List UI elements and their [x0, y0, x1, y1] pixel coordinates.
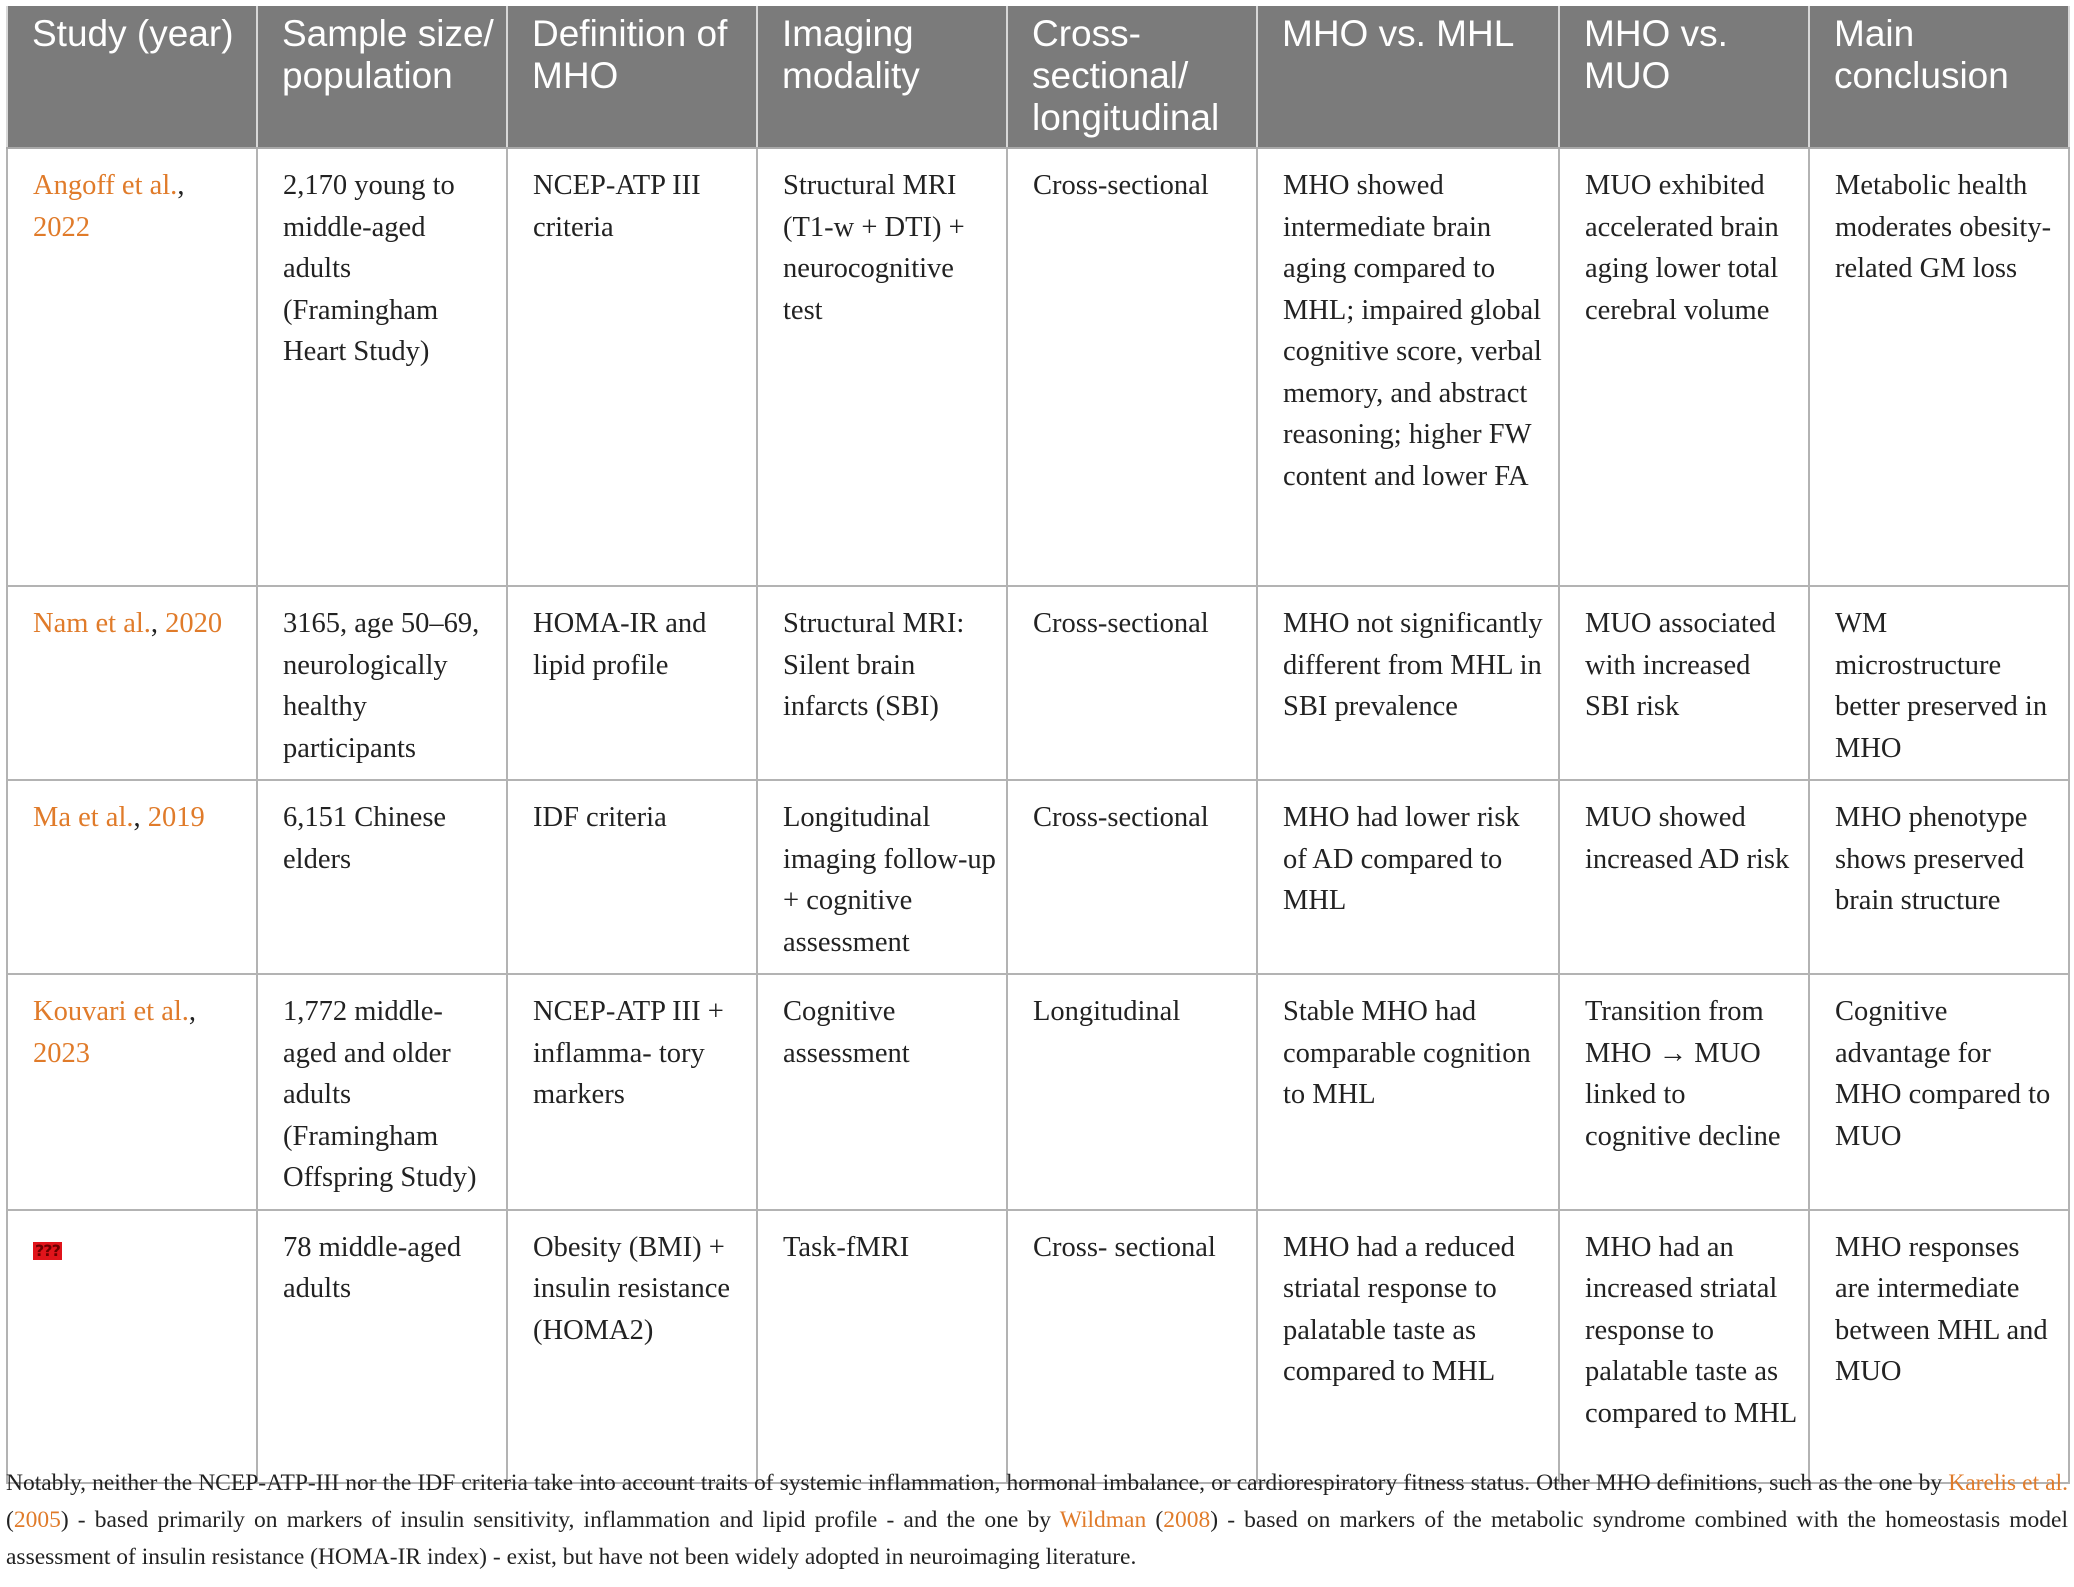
imaging-cell: Structural MRI (T1-w + DTI) + neurocognitive test	[757, 148, 1007, 586]
header-design: Cross-sectional/ longitudinal	[1007, 6, 1257, 148]
conclusion-cell: MHO phenotype shows preserved brain structure	[1809, 780, 2069, 974]
mho-vs-muo-cell: MUO associated with increased SBI risk	[1559, 586, 1809, 780]
study-author-link[interactable]: Ma et al.	[33, 802, 134, 833]
mho-vs-muo-cell: Transition from MHO → MUO linked to cognitive decline	[1559, 974, 1809, 1210]
header-imaging-modality: Imaging modality	[757, 6, 1007, 148]
mho-vs-mhl-cell: MHO not significantly different from MHL in SBI prevalence	[1257, 586, 1559, 780]
footnote-ref-karelis[interactable]: Karelis et al.	[1948, 1470, 2069, 1496]
design-cell: Cross- sectional	[1007, 1210, 1257, 1483]
sample-cell: 78 middle-aged adults	[257, 1210, 507, 1483]
table-row	[7, 1210, 2069, 1483]
conclusion-cell: MHO responses are intermediate between MHL and MUO	[1809, 1210, 2069, 1483]
footnote-paren: (	[6, 1507, 14, 1533]
sample-cell: 2,170 young to middle-aged adults (Framingham Heart Study)	[257, 148, 507, 586]
study-author-link[interactable]: Kouvari et al.	[33, 996, 189, 1027]
footnote-ref-wildman-year[interactable]: 2008	[1163, 1507, 1211, 1533]
conclusion-cell: Cognitive advantage for MHO compared to MUO	[1809, 974, 2069, 1210]
header-study-year: Study (year)	[7, 6, 257, 148]
footnote-ref-karelis-year[interactable]: 2005	[13, 1507, 61, 1533]
sample-cell: 3165, age 50–69, neurologically healthy participants	[257, 586, 507, 780]
mho-vs-muo-cell: MUO showed increased AD risk	[1559, 780, 1809, 974]
footnote-text: ) - based primarily on markers of insulin sensitivity, inflammation and lipid profile - and the one by	[60, 1507, 1060, 1533]
footnote-ref-wildman[interactable]: Wildman	[1059, 1507, 1147, 1533]
studies-table-container	[6, 6, 2068, 1484]
mho-vs-mhl-cell: MHO showed intermediate brain aging compared to MHL; impaired global cognitive score, verbal memory, and abstract reasoning; higher FW content and lower FA	[1257, 148, 1559, 586]
definition-cell: NCEP-ATP III criteria	[507, 148, 757, 586]
study-separator: ,	[177, 170, 185, 201]
definition-cell: NCEP-ATP III + inflamma- tory markers	[507, 974, 757, 1210]
studies-table	[6, 6, 2070, 1484]
study-separator: ,	[188, 996, 197, 1027]
design-cell: Cross-sectional	[1007, 586, 1257, 780]
table-row	[7, 586, 2069, 780]
table-row	[7, 974, 2069, 1210]
study-cell	[7, 1210, 257, 1483]
mho-vs-mhl-cell: MHO had a reduced striatal response to palatable taste as compared to MHL	[1257, 1210, 1559, 1483]
footnote-text: Notably, neither the NCEP-ATP-III nor the IDF criteria take into account traits of systemic inflammation, hormonal imbalance, or cardiorespiratory fitness status. Other MHO definitions, such as the one by	[6, 1470, 1949, 1496]
study-year-link[interactable]: 2023	[33, 1037, 90, 1069]
header-main-conclusion: Main conclusion	[1809, 6, 2069, 148]
footnote-paren: (	[1146, 1507, 1164, 1533]
study-cell	[7, 148, 257, 586]
mho-vs-mhl-cell: Stable MHO had comparable cognition to MHL	[1257, 974, 1559, 1210]
table-row	[7, 780, 2069, 974]
study-year-link[interactable]: 2020	[165, 608, 223, 639]
study-cell	[7, 974, 257, 1210]
header-mho-vs-muo: MHO vs. MUO	[1559, 6, 1809, 148]
mho-vs-muo-cell: MHO had an increased striatal response to palatable taste as compared to MHL	[1559, 1210, 1809, 1483]
imaging-cell: Cognitive assessment	[757, 974, 1007, 1210]
study-separator: ,	[150, 608, 166, 639]
footnote-text: ) - based on markers of the metabolic syndrome combined with the homeostasis model assessment of insulin resistance (HOMA-IR index) - exist, but have not been widely adopted in neuroimaging literature.	[6, 1507, 2069, 1570]
header-mho-vs-mhl: MHO vs. MHL	[1257, 6, 1559, 148]
sample-cell: 6,151 Chinese elders	[257, 780, 507, 974]
design-cell: Cross-sectional	[1007, 780, 1257, 974]
study-cell	[7, 780, 257, 974]
study-cell	[7, 586, 257, 780]
imaging-cell: Structural MRI: Silent brain infarcts (SBI)	[757, 586, 1007, 780]
redacted-citation: ???	[35, 1240, 60, 1260]
mho-vs-muo-cell: MUO exhibited accelerated brain aging lower total cerebral volume	[1559, 148, 1809, 586]
imaging-cell: Longitudinal imaging follow-up + cognitive assessment	[757, 780, 1007, 974]
design-cell: Cross-sectional	[1007, 148, 1257, 586]
header-definition: Definition of MHO	[507, 6, 757, 148]
definition-cell: Obesity (BMI) + insulin resistance (HOMA2)	[507, 1210, 757, 1483]
header-sample-size: Sample size/ population	[257, 6, 507, 148]
definition-cell: IDF criteria	[507, 780, 757, 974]
study-author-link[interactable]: Nam et al.	[33, 608, 151, 639]
design-cell: Longitudinal	[1007, 974, 1257, 1210]
conclusion-cell: Metabolic health moderates obesity-related GM loss	[1809, 148, 2069, 586]
study-author-link[interactable]: Angoff et al.	[33, 170, 178, 201]
table-footnote	[6, 1465, 2068, 1576]
header-row	[7, 6, 2069, 148]
study-year-link[interactable]: 2019	[147, 802, 205, 833]
imaging-cell: Task-fMRI	[757, 1210, 1007, 1483]
sample-cell: 1,772 middle-aged and older adults (Framingham Offspring Study)	[257, 974, 507, 1210]
conclusion-cell: WM microstructure better preserved in MHO	[1809, 586, 2069, 780]
study-separator: ,	[133, 802, 148, 833]
table-row	[7, 148, 2069, 586]
study-year-link[interactable]: 2022	[33, 211, 90, 243]
definition-cell: HOMA-IR and lipid profile	[507, 586, 757, 780]
mho-vs-mhl-cell: MHO had lower risk of AD compared to MHL	[1257, 780, 1559, 974]
